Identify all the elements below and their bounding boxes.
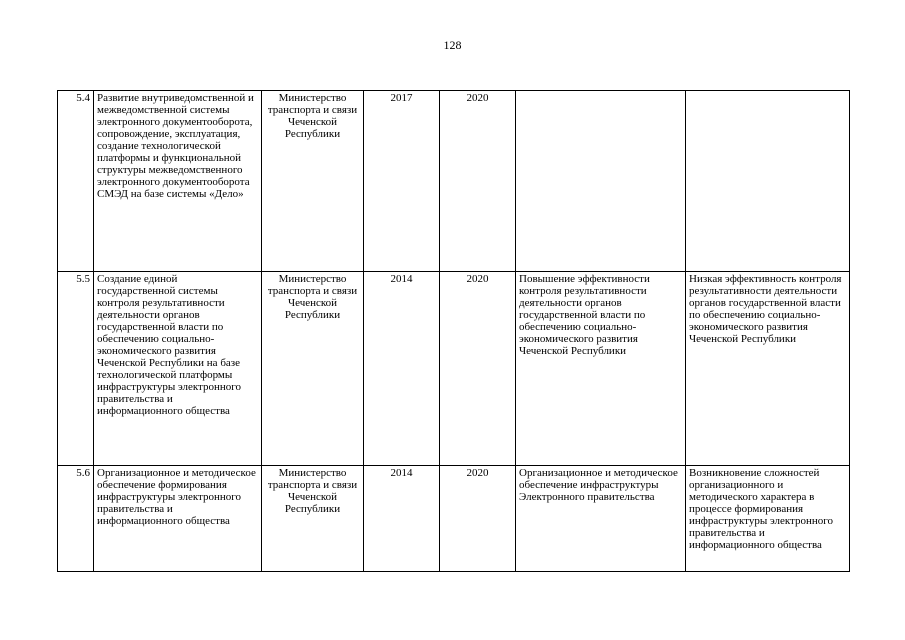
start-year-cell: 2014 bbox=[364, 466, 440, 572]
end-year-cell: 2020 bbox=[440, 91, 516, 272]
executor-cell: Министерство транспорта и связи Чеченской Республики bbox=[262, 272, 364, 466]
result-cell: Повышение эффективности контроля результативности деятельности органов государственной власти по обеспечению социально-экономического развития Чеченской Республики bbox=[516, 272, 686, 466]
executor-cell: Министерство транспорта и связи Чеченской Республики bbox=[262, 466, 364, 572]
executor-cell: Министерство транспорта и связи Чеченской Республики bbox=[262, 91, 364, 272]
page-number: 128 bbox=[443, 38, 462, 52]
risk-cell bbox=[686, 91, 850, 272]
result-cell bbox=[516, 91, 686, 272]
row-number: 5.4 bbox=[58, 91, 94, 272]
row-number: 5.5 bbox=[58, 272, 94, 466]
program-table bbox=[57, 90, 850, 572]
risk-cell: Низкая эффективность контроля результативности деятельности органов государственной власти по обеспечению социально-экономического развития Чеченской Республики bbox=[686, 272, 850, 466]
start-year-cell: 2014 bbox=[364, 272, 440, 466]
activity-cell: Создание единой государственной системы контроля результативности деятельности органов государственной власти по обеспечению социально-экономического развития Чеченской Республики на базе технологической платформы инфраструктуры электронного правительства и информационного общества bbox=[94, 272, 262, 466]
table-row bbox=[58, 91, 850, 272]
activity-cell: Развитие внутриведомственной и межведомственной системы электронного документооборота, сопровождение, эксплуатация, создание технологической платформы и функциональной структуры межведомственного электронного документооборота СМЭД на базе системы «Дело» bbox=[94, 91, 262, 272]
table-row bbox=[58, 272, 850, 466]
end-year-cell: 2020 bbox=[440, 272, 516, 466]
row-number: 5.6 bbox=[58, 466, 94, 572]
result-cell: Организационное и методическое обеспечение инфраструктуры Электронного правительства bbox=[516, 466, 686, 572]
start-year-cell: 2017 bbox=[364, 91, 440, 272]
activity-cell: Организационное и методическое обеспечение формирования инфраструктуры электронного правительства и информационного общества bbox=[94, 466, 262, 572]
end-year-cell: 2020 bbox=[440, 466, 516, 572]
risk-cell: Возникновение сложностей организационного и методического характера в процессе формирования инфраструктуры электронного правительства и информационного общества bbox=[686, 466, 850, 572]
table-row bbox=[58, 466, 850, 572]
